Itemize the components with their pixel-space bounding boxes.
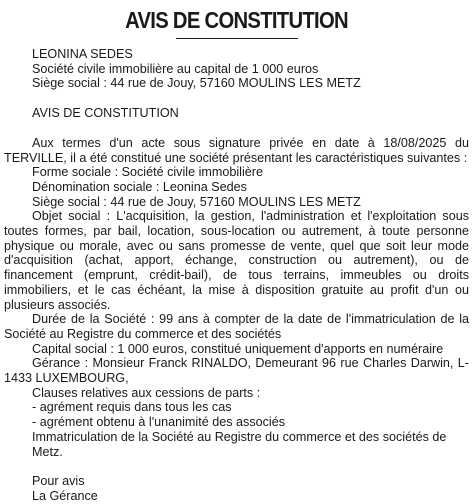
forme-sociale: Forme sociale : Société civile immobilière [32,165,263,180]
company-name: LEONINA SEDES [32,47,133,61]
clause-item: - agrément requis dans tous les cas [32,400,232,415]
capital-social: Capital social : 1 000 euros, constitué uniquement d'apports en numéraire [32,341,444,356]
intro-paragraph: Aux termes d'un acte sous signature privée en date à 18/08/2025 du TERVILLE, il a été constitué une société présentant les caractéristiques suivantes : [4,135,469,165]
company-seat-line: Siège social : 44 rue de Jouy, 57160 MOULINS LES METZ [32,76,361,91]
signature: La Gérance [32,488,98,503]
company-capital-line: Société civile immobilière au capital de 1 000 euros [32,61,319,76]
section-title: AVIS DE CONSTITUTION [32,106,179,121]
title-underline [176,38,298,39]
siege-social: Siège social : 44 rue de Jouy, 57160 MOULINS LES METZ [32,194,361,209]
notice-title: AVIS DE CONSTITUTION [125,7,348,33]
gerance: Gérance : Monsieur Franck RINALDO, Demeurant 96 rue Charles Darwin, L-1433 LUXEMBOURG, [4,356,469,386]
denomination-sociale: Dénomination sociale : Leonina Sedes [32,179,247,194]
clause-item: - agrément obtenu à l'unanimité des associés [32,415,286,430]
objet-social: Objet social : L'acquisition, la gestion, l'administration et l'exploitation sous toutes formes, par bail, location, sous-location ou autrement, à toute personne physique ou morale, avec ou sans promesse de vente, quel que soit leur mode d'acquisition (achat, apport, échange, construction ou autrement), ou de financement (emprunt, crédit-bail), de tous terrains, immeubles ou droits immobiliers, et le cas échéant, la mise à disposition gratuite au profit d'un ou plusieurs associés. [4,209,469,312]
notice-body [4,47,469,504]
clauses-title: Clauses relatives aux cessions de parts : [32,385,261,400]
duree-societe: Durée de la Société : 99 ans à compter de la date de l'immatriculation de la Société au Registre du commerce et des sociétés [4,312,469,341]
immatriculation: Immatriculation de la Société au Registre du commerce et des sociétés de Metz. [32,429,447,459]
pour-avis: Pour avis [32,474,85,489]
